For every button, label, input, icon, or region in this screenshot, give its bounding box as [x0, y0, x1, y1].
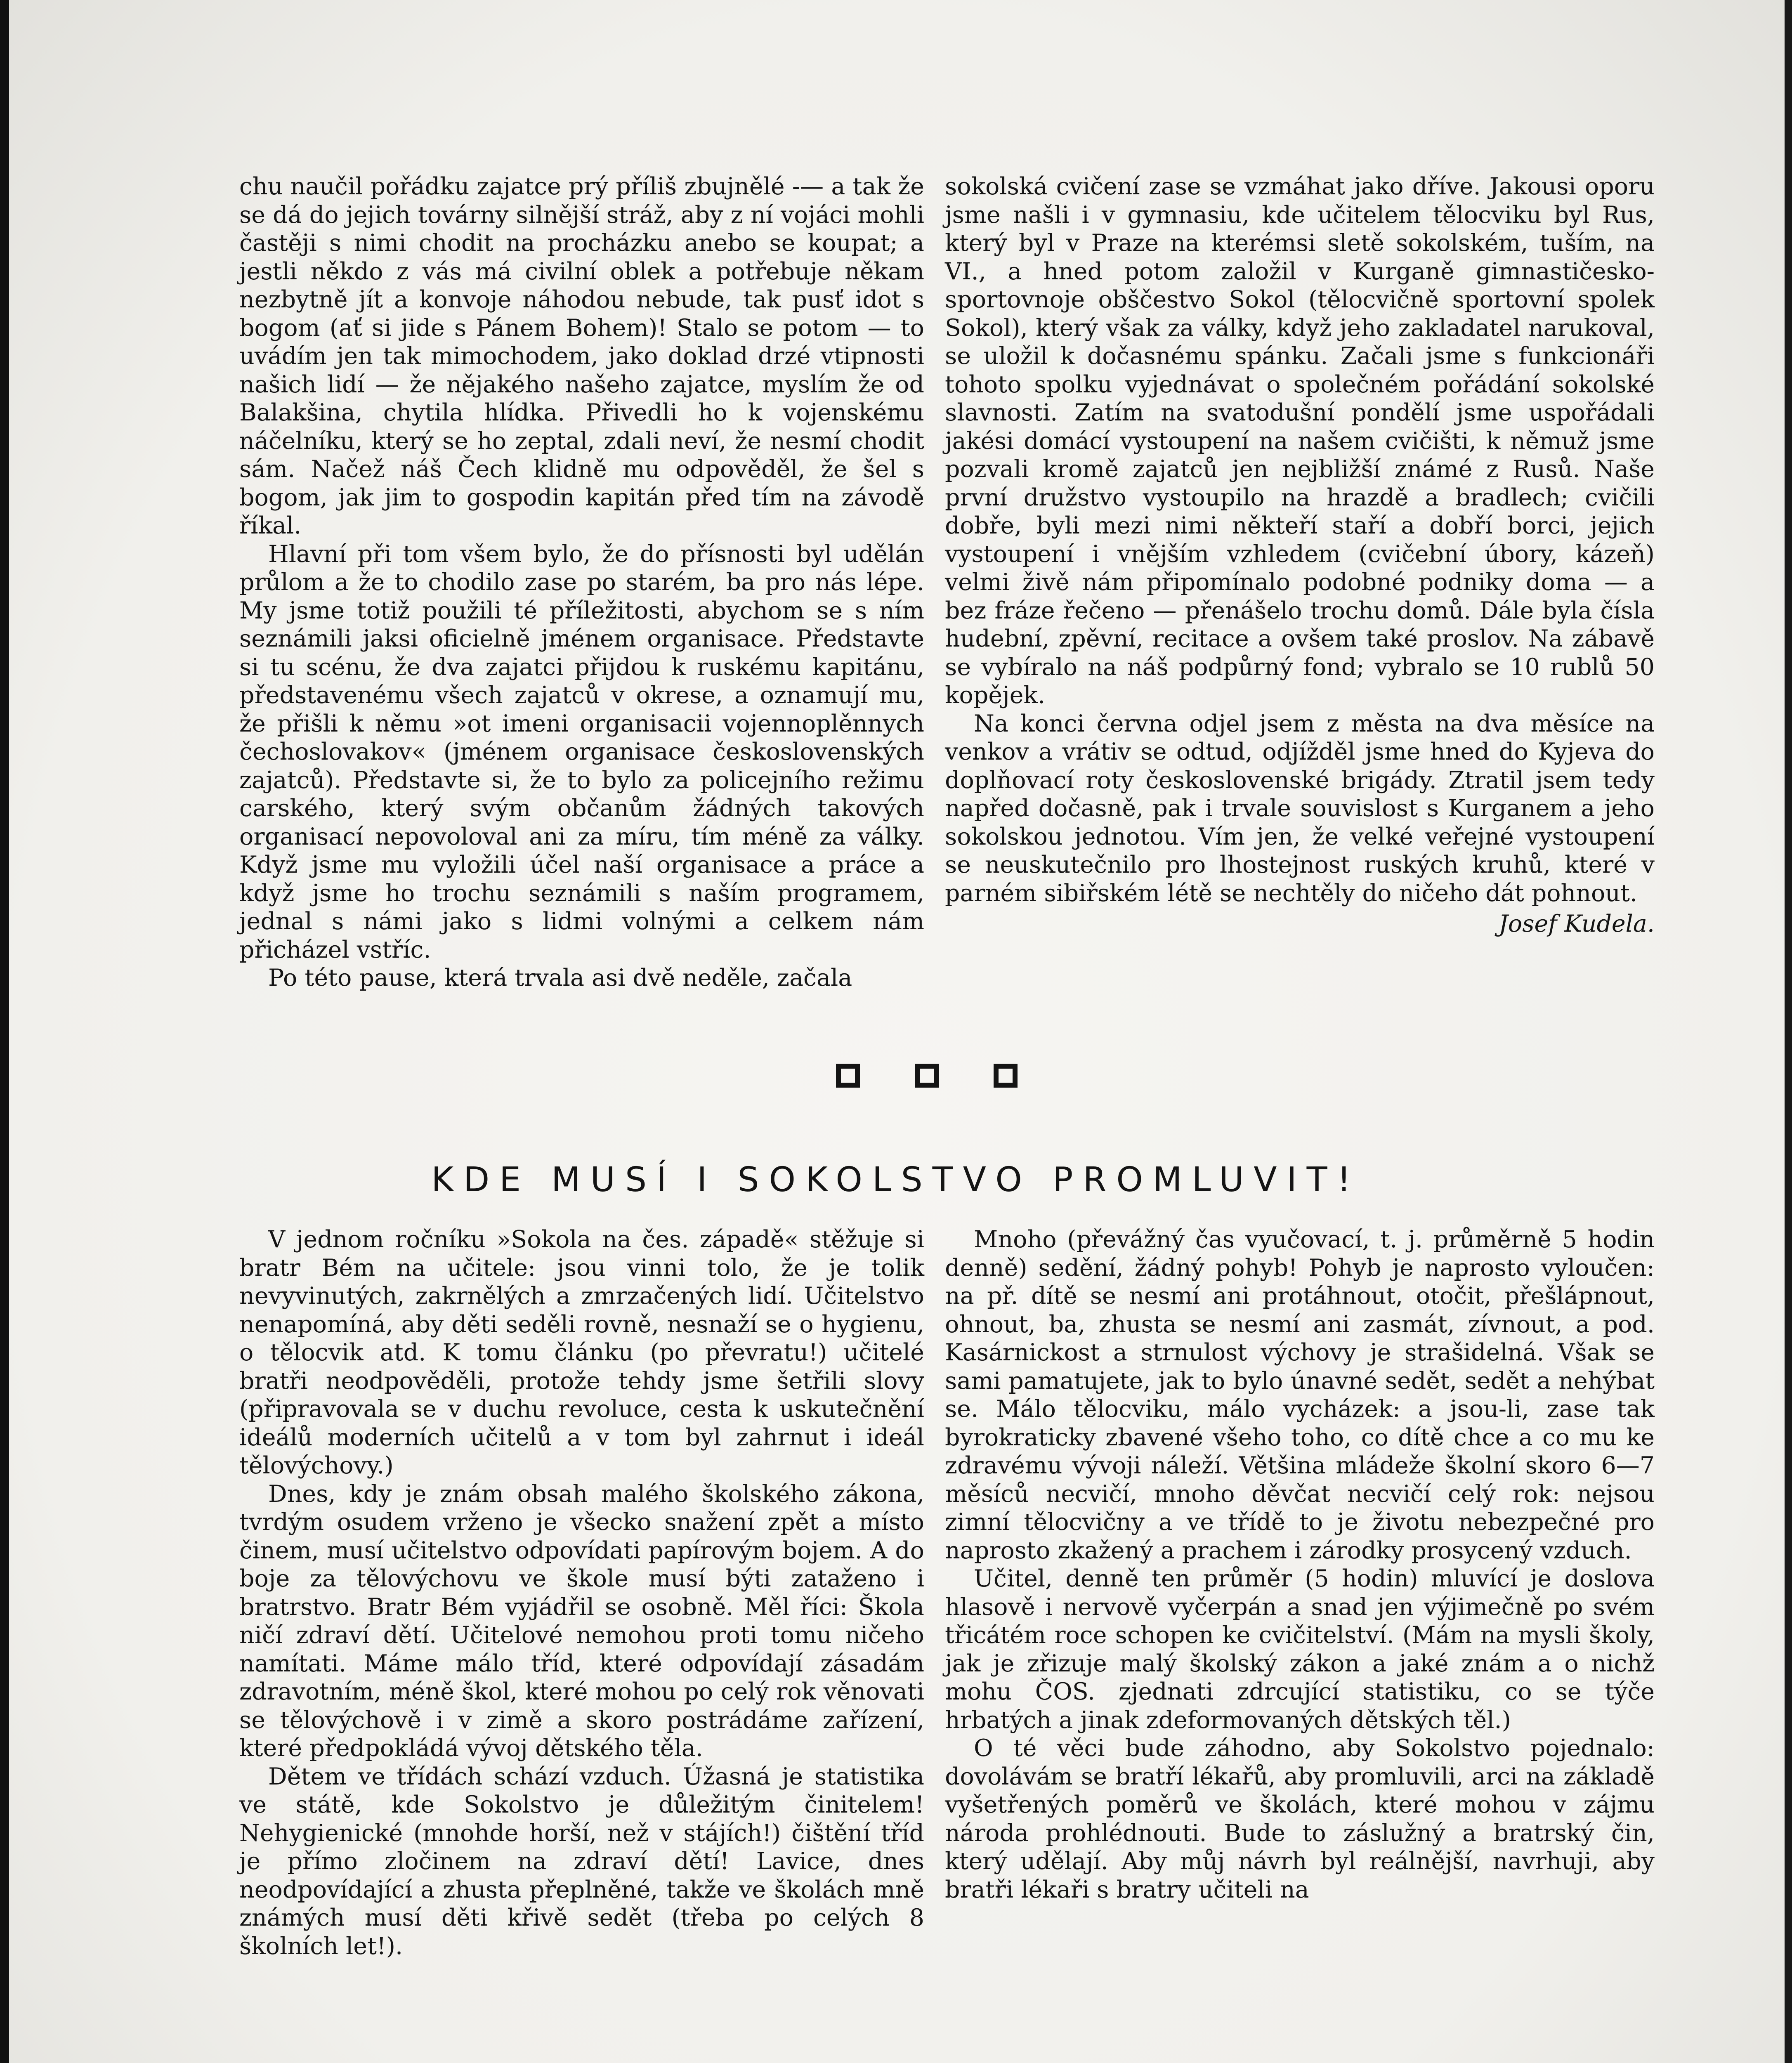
section-divider — [836, 1064, 1018, 1089]
paragraph: Dětem ve třídách schází vzduch. Úžasná je statistika ve státě, kde Sokolstvo je důležitým činitelem! Nehygienické (mnohde horší, než v stájích!) čištění tříd je přímo zločinem na zdraví dětí! Lavice, dnes neodpovídající a zhusta přeplněné, takže ve školách mně známých musí děti křivě sedět (třeba po celých 8 školních let!). — [239, 1763, 924, 1960]
paragraph: V jednom ročníku »Sokola na čes. západě« stěžuje si bratr Bém na učitele: jsou vinni tolo, že je tolik nevyvinutých, zakrnělých a zmrzačených lidí. Učitelstvo nenapomíná, aby děti seděli rovně, nesnaží se o hygienu, o tělocvik atd. K tomu článku (po převratu!) učitelé bratři neodpověděli, protože tehdy jsme šetřili slovy (připravovala se v duchu revoluce, cesta k uskutečnění ideálů moderních učitelů a v tom byl zahrnut i ideál tělovýchovy.) — [239, 1226, 924, 1479]
square-ornament-icon — [994, 1064, 1018, 1088]
paragraph: Učitel, denně ten průměr (5 hodin) mluvící je doslova hlasově i nervově vyčerpán a snad jen výjimečně po svém třicátém roce schopen ke cvičitelství. (Mám na mysli školy, jak je zřizuje malý školský zákon a jaké znám a o nichž mohu ČOS. zjednati zdrcující statistiku, co se týče hrbatých a jinak zdeformovaných dětských těl.) — [945, 1565, 1655, 1734]
article1-left-column — [239, 172, 924, 992]
author-signature: Josef Kudela. — [1499, 910, 1655, 937]
square-ornament-icon — [915, 1064, 939, 1088]
scan-edge-left — [0, 0, 9, 2063]
paragraph: Po této pause, která trvala asi dvě neděle, začala — [268, 964, 852, 991]
article2-right-column — [945, 1225, 1655, 1904]
paragraph: Na konci června odjel jsem z města na dva měsíce na venkov a vrátiv se odtud, odjížděl jsme hned do Kyjeva do doplňovací roty československé brigády. Ztratil jsem tedy napřed dočasně, pak i trvale souvislost s Kurganem a jeho sokolskou jednotou. Vím jen, že velké veřejné vystoupení se neuskutečnilo pro lhostejnost ruských kruhů, které v parném sibiřském létě se nechtěly do ničeho dát pohnout. — [945, 710, 1655, 907]
square-ornament-icon — [836, 1064, 860, 1088]
paragraph: Hlavní při tom všem bylo, že do přísnosti byl udělán průlom a že to chodilo zase po starém, ba pro nás lépe. My jsme totiž použili té příležitosti, abychom se s ním seznámili jaksi oficielně jménem organisace. Představte si tu scénu, že dva zajatci přijdou k ruskému kapitánu, představenému všech zajatců v okrese, a oznamují mu, že přišli k němu »ot imeni organisacii vojennoplěnnych čechoslovakov« (jménem organisace československých zajatců). Představte si, že to bylo za policejního režimu carského, který svým občanům žádných takových organisací nepovoloval ani za míru, tím méně za války. Když jsme mu vyložili účel naší organisace a práce a když jsme ho trochu seznámili s naším programem, jednal s námi jako s lidmi volnými a celkem nám přicházel vstříc. — [239, 540, 924, 963]
article2-left-column — [239, 1225, 924, 1960]
article1-right-column — [945, 172, 1655, 938]
paragraph: Mnoho (převážný čas vyučovací, t. j. průměrně 5 hodin denně) sedění, žádný pohyb! Pohyb je naprosto vyloučen: na př. dítě se nesmí ani protáhnout, otočit, přešlápnout, ohnout, ba, zhusta se nesmí ani zasmát, zívnout, a pod. Kasárnickost a strnulost výchovy je strašidelná. Však se sami pamatujete, jak to bylo únavné sedět, sedět a nehýbat se. Málo tělocviku, málo vycházek: a jsou-li, zase tak byrokraticky zbavené všeho toho, co dítě chce a co mu ke zdravému vývoji náleží. Většina mládeže školní skoro 6—7 měsíců necvičí, mnoho děvčat necvičí celý rok: nejsou zimní tělocvičny a ve třídě to je životu nebezpečné pro naprosto zkažený a prachem i zárodky prosycený vzduch. — [945, 1226, 1655, 1564]
scan-edge-right — [1785, 0, 1792, 2063]
paragraph: O té věci bude záhodno, aby Sokolstvo pojednalo: dovolávám se bratří lékařů, aby promluvili, arci na základě vyšetřených poměrů ve školách, které mohou v zájmu národa prohlédnouti. Bude to záslužný a bratrský čin, který udělají. Aby můj návrh byl reálnější, navrhuji, aby bratři lékaři s bratry učiteli na — [945, 1735, 1655, 1903]
paragraph: sokolská cvičení zase se vzmáhat jako dříve. Jakousi oporu jsme našli i v gymnasiu, kde učitelem tělocviku byl Rus, který byl v Praze na kterémsi sletě sokolském, tuším, na VI., a hned potom založil v Kurganě gimnastičesko-sportovnoje obščestvo Sokol (tělocvičně sportovní spolek Sokol), který však za války, když jeho zakladatel narukoval, se uložil k dočasnému spánku. Začali jsme s funkcionáři tohoto spolku vyjednávat o společném pořádání sokolské slavnosti. Zatím na svatodušní pondělí jsme uspořádali jakési domácí vystoupení na našem cvičišti, k němuž jsme pozvali kromě zajatců jen nejbližší známé z Rusů. Naše první družstvo vystoupilo na hrazdě a bradlech; cvičili dobře, byli mezi nimi někteří staří a dobří borci, jejich vystoupení i vnějším vzhledem (cvičební úbory, kázeň) velmi živě nám připomínalo podobné podniky doma — a bez fráze řečeno — přenášelo trochu domů. Dále byla čísla hudební, zpěvní, recitace a ovšem také proslov. Na zábavě se vybíralo na náš podpůrný fond; vybralo se 10 rublů 50 kopějek. — [945, 173, 1655, 709]
paragraph: Dnes, kdy je znám obsah malého školského zákona, tvrdým osudem vrženo je všecko snažení zpět a místo činem, musí učitelstvo odpovídati papírovým bojem. A do boje za tělovýchovu ve škole musí býti zataženo i bratrstvo. Bratr Bém vyjádřil se osobně. Měl říci: Škola ničí zdraví dětí. Učitelové nemohou proti tomu ničeho namítati. Máme málo tříd, které odpovídají zásadám zdravotním, méně škol, které mohou po celý rok věnovati se tělovýchově i v zimě a skoro postrádáme zařízení, které předpokládá vývoj dětského těla. — [239, 1480, 924, 1762]
article-title: KDE MUSÍ I SOKOLSTVO PROMLUVIT! — [431, 1160, 1361, 1199]
paragraph: chu naučil pořádku zajatce prý příliš zbujnělé -— a tak že se dá do jejich továrny silnější stráž, aby z ní vojáci mohli častěji s nimi chodit na procházku anebo se koupat; a jestli někdo z vás má civilní oblek a potřebuje někam nezbytně jít a konvoje náhodou nebude, tak pusť idot s bogom (ať si jide s Pánem Bohem)! Stalo se potom — to uvádím jen tak mimochodem, jako doklad drzé vtipnosti našich lidí — že nějakého našeho zajatce, myslím že od Balakšina, chytila hlídka. Přivedli ho k vojenskému náčelníku, který se ho zeptal, zdali neví, že nesmí chodit sám. Načež náš Čech klidně mu odpověděl, že šel s bogom, jak jim to gospodin kapitán před tím na závodě říkal. — [239, 173, 924, 539]
